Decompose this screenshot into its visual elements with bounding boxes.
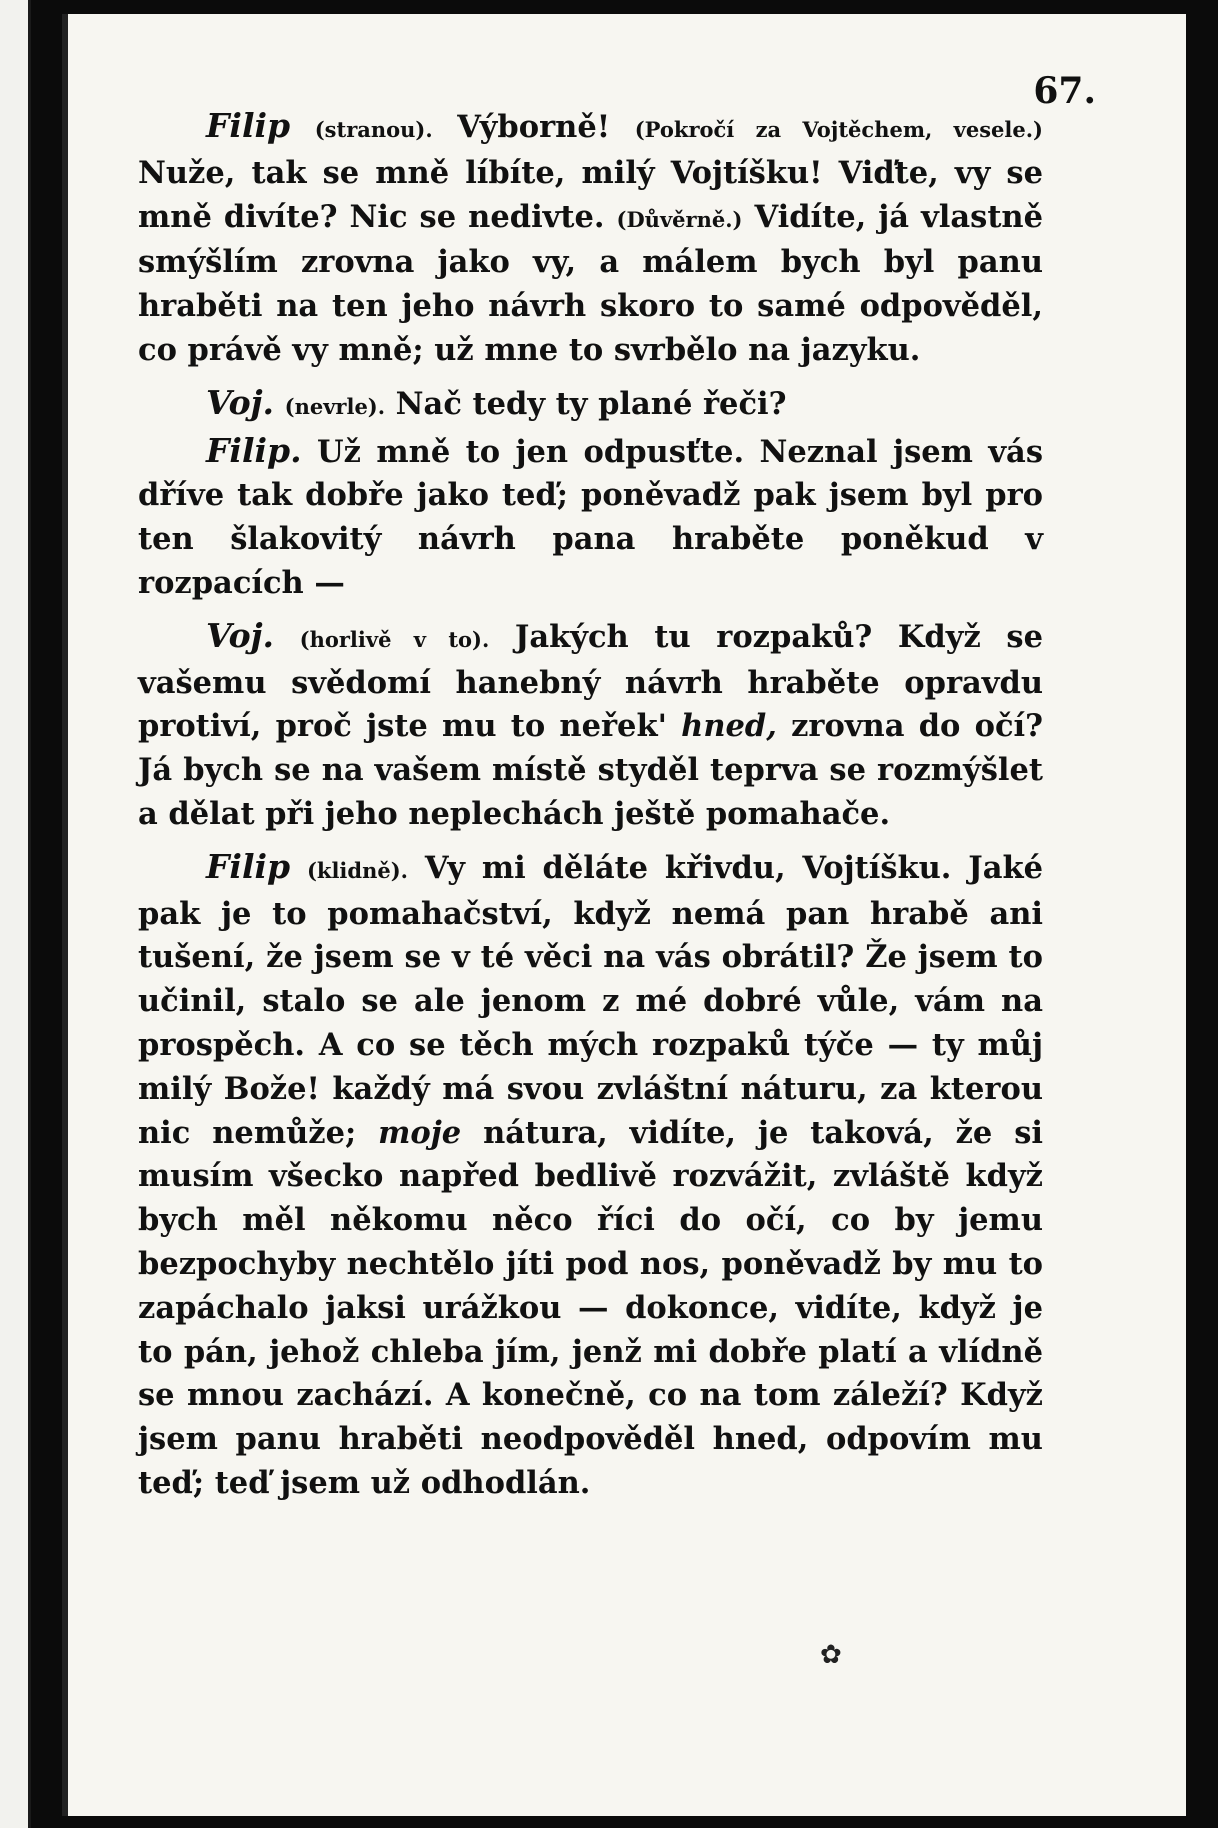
dialogue-text: Vidíte, já vlastně smýšlím zrovna jako vy, a málem bych byl panu hraběti na ten jeho návrh skoro to samé odpověděl, co právě vy mně; už mne to svrbělo na jazyku. (138, 198, 1043, 368)
speaker-name: Filip. (206, 430, 302, 470)
ornament-icon: ✿ (820, 1640, 842, 1670)
dialogue-text: Už mně to jen odpusťte. Neznal jsem vás dříve tak dobře jako teď; poněvadž pak jsem byl pro ten šlakovitý návrh pana hraběte poněkud v rozpacích — (138, 433, 1043, 601)
emphasized-word: hned, (681, 708, 777, 745)
dialogue-text: zrovna do očí? Já bych se na vašem místě styděl teprva se rozmýšlet a dělat při jeho neplechách ještě pomahače. (138, 708, 1043, 832)
left-binding-strip (0, 0, 31, 1828)
dialogue-text: Vy mi děláte křivdu, Vojtíšku. Jaké pak je to pomahačství, když nemá pan hrabě ani tušení, že jsem se v té věci na vás obrátil? Že jsem to učinil, stalo se ale jenom z mé dobré vůle, vám na prospěch. A co se těch mých rozpaků týče — ty můj milý Bože! každý má svou zvláštní náturu, za kterou nic nemůže; (138, 849, 1043, 1151)
stage-direction: (horlivě v to). (299, 626, 490, 652)
paragraph-2 (138, 381, 1043, 429)
speaker-name: Voj. (206, 382, 275, 422)
paragraph-1 (138, 104, 1043, 373)
speaker-name: Voj. (206, 615, 275, 655)
emphasized-word: moje (378, 1114, 462, 1151)
paragraph-3 (138, 429, 1043, 606)
dialogue-text: nátura, vidíte, je taková, že si musím všecko napřed bedlivě rozvážit, zvláště když bych měl někomu něco říci do očí, co by jemu bezpochyby nechtělo jíti pod nos, poněvadž by mu to zapáchalo jaksi urážkou — dokonce, vidíte, když je to pán, jehož chleba jím, jenž mi dobře platí a vlídně se mnou zachází. A konečně, co na tom záleží? Když jsem panu hraběti neodpověděl hned, odpovím mu teď; teď jsem už odhodlán. (138, 1114, 1043, 1501)
speaker-name: Filip (206, 846, 291, 886)
dialogue-text: Nač tedy ty plané řeči? (385, 385, 787, 422)
stage-direction: (stranou). (314, 117, 433, 142)
paragraph-5 (138, 845, 1043, 1506)
stage-direction: (Pokročí za Vojtěchem, vesele.) (634, 117, 1043, 142)
dialogue-text: Jakých tu rozpaků? Když se vašemu svědomí hanebný návrh hraběte opravdu protiví, proč jste mu to neřek' (138, 618, 1043, 745)
dialogue-text: Nuže, tak se mně líbíte, milý Vojtíšku! Viďte, vy se mně divíte? Nic se nedivte. (138, 154, 1043, 235)
dialogue-text: Výborně! (432, 109, 635, 145)
stage-direction: (klidně). (306, 857, 408, 883)
page-body (138, 104, 1043, 1506)
stage-direction: (Důvěrně.) (616, 206, 743, 232)
paragraph-4 (138, 614, 1043, 837)
page-number: 67. (1033, 70, 1096, 112)
speaker-name: Filip (206, 106, 291, 145)
stage-direction: (nevrle). (284, 393, 386, 419)
